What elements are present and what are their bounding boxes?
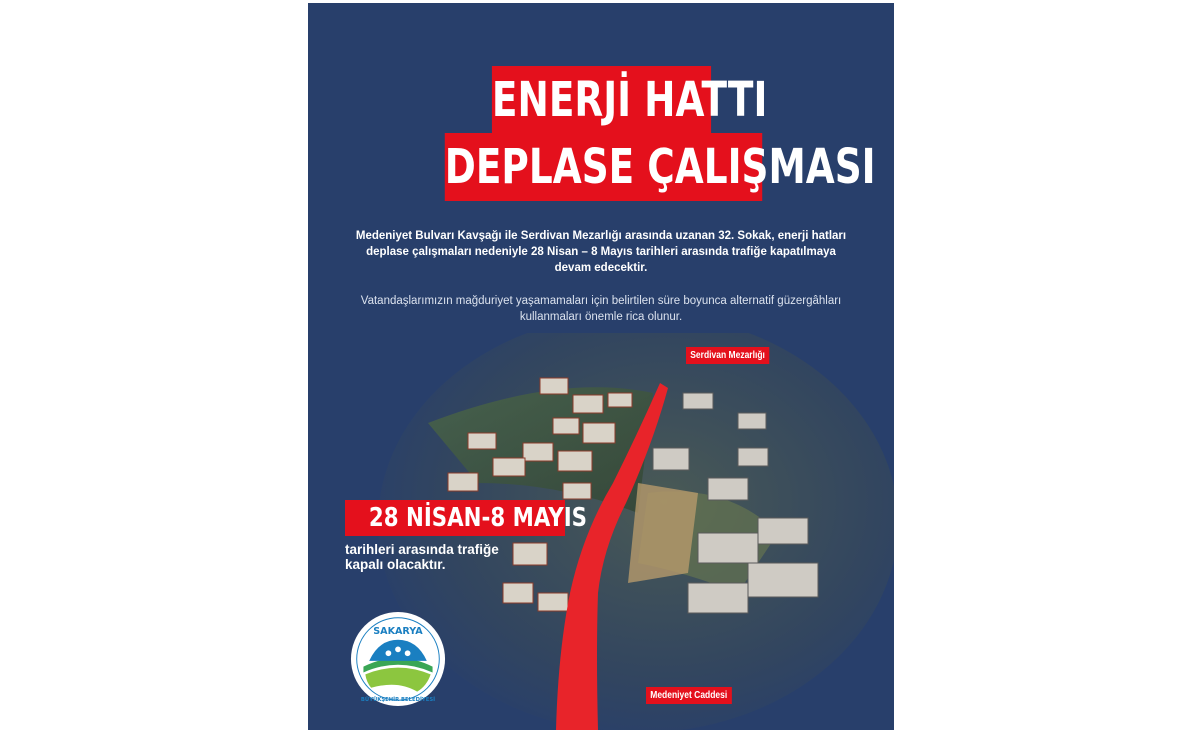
date-range-banner: 28 NİSAN-8 MAYIS (345, 500, 565, 536)
main-paragraph: Medeniyet Bulvarı Kavşağı ile Serdivan Mezarlığı arasında uzanan 32. Sokak, enerji hatları deplase çalışmaları nedeniyle 28 Nisan – 8 Mayıs tarihleri arasında trafiğe kapatılmaya devam edecektir. (355, 230, 847, 274)
closed-notice: tarihleri arasında trafiğe kapalı olacaktır. (345, 542, 499, 572)
map-label-medeniyet: Medeniyet Caddesi (646, 687, 732, 704)
note-paragraph: Vatandaşlarımızın mağduriyet yaşamamaları için belirtilen süre boyunca alternatif güzergâhları kullanmaları önemle rica olunur. (360, 295, 842, 323)
logo-lower-text: BÜYÜKŞEHİR BELEDİYESİ (360, 697, 436, 704)
map-label-serdivan: Serdivan Mezarlığı (686, 347, 769, 364)
title-line-2: DEPLASE ÇALIŞMASI (445, 133, 762, 201)
logo-arc-text: SAKARYA (373, 626, 423, 638)
title-line-1: ENERJİ HATTI (492, 66, 711, 134)
announcement-poster (308, 3, 894, 730)
sakarya-logo-icon (350, 611, 446, 707)
